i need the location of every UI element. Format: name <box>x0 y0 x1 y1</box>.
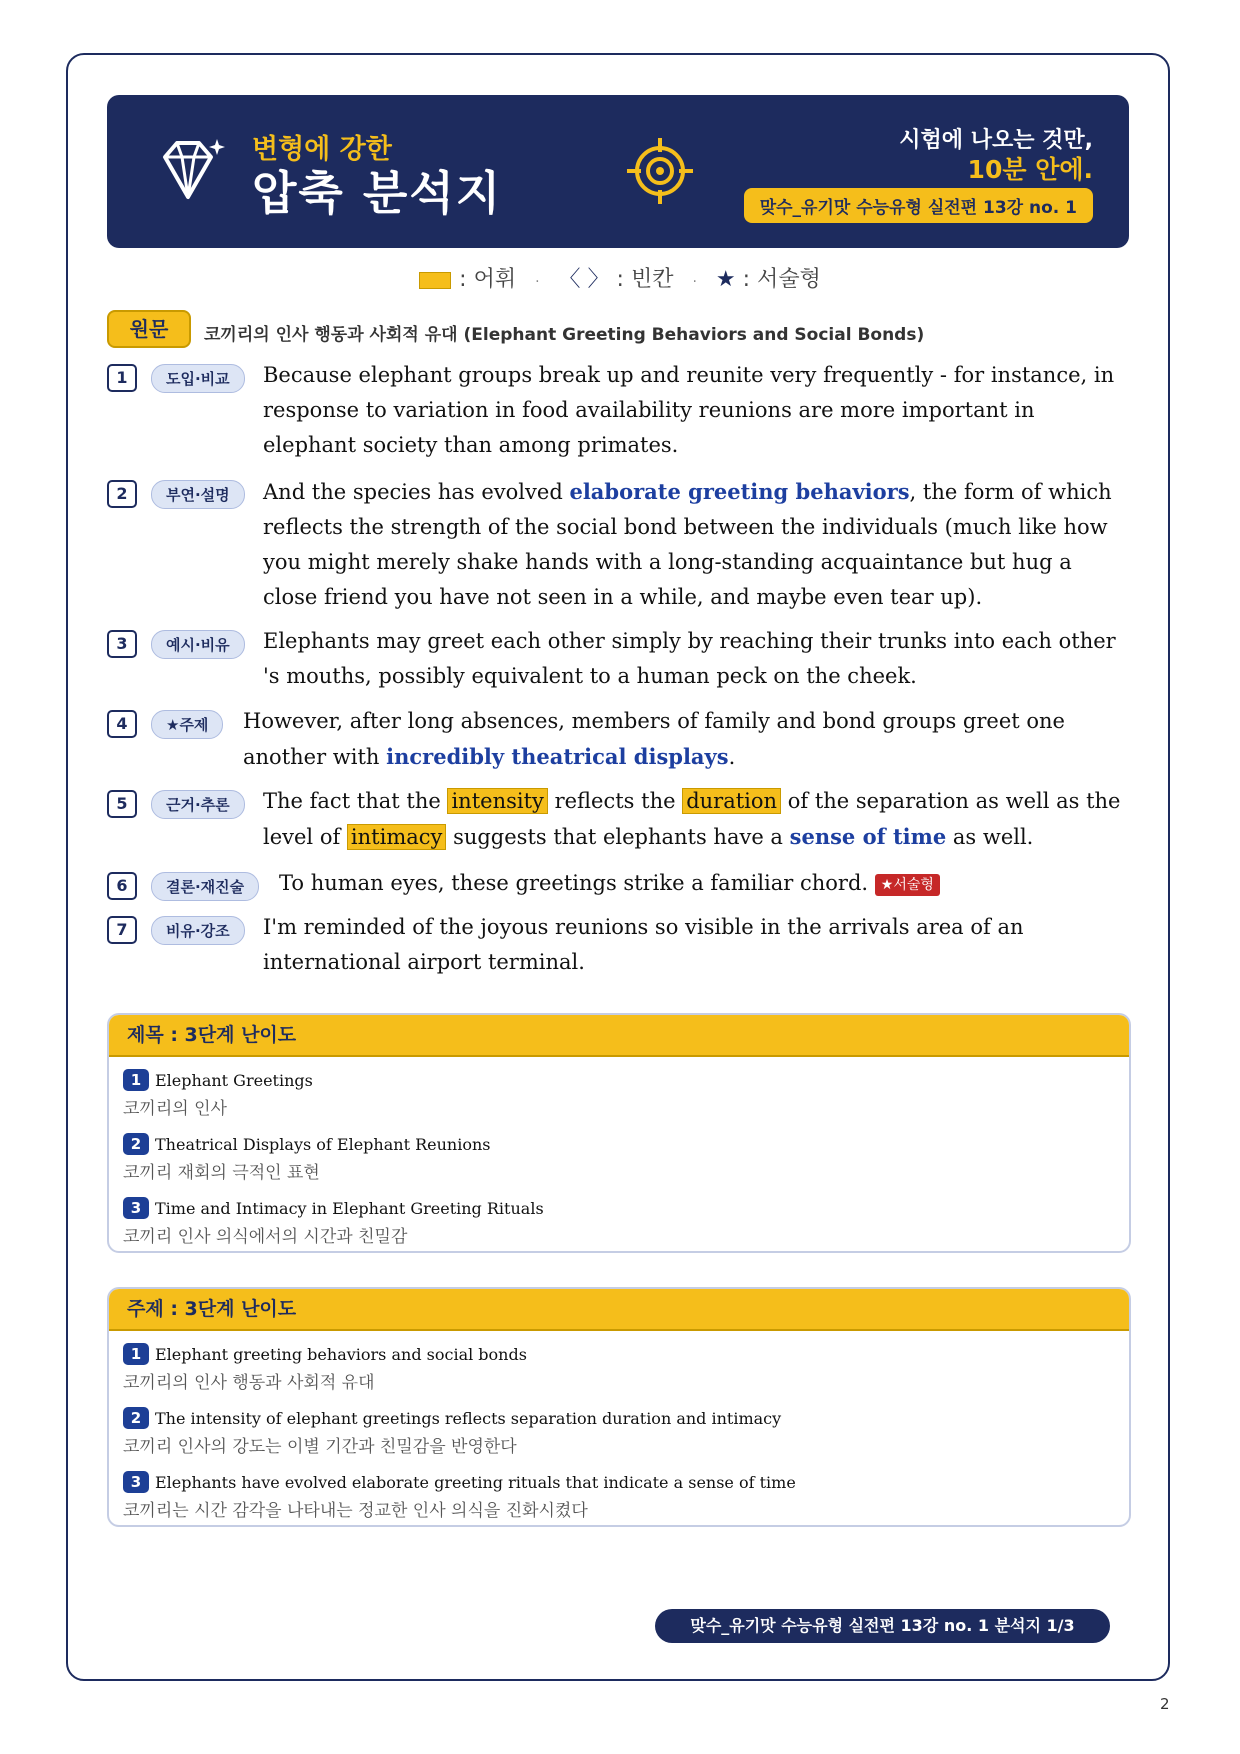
theme-option <box>109 1343 1129 1393</box>
sentence-3 <box>107 630 1132 694</box>
series-badge: 맞수_유기맛 수능유형 실전편 13강 no. 1 <box>744 188 1093 223</box>
option-english: Time and Intimacy in Elephant Greeting Rituals <box>155 1198 544 1218</box>
essay-tag: ★서술형 <box>875 874 940 896</box>
blank-phrase: incredibly theatrical displays <box>386 744 729 769</box>
legend-blank: : 빈칸 <box>616 267 674 292</box>
theme-panel <box>107 1287 1131 1527</box>
sentence-role-badge: 결론·재진술 <box>151 872 259 901</box>
page-number: 2 <box>1160 1695 1170 1713</box>
title-panel <box>107 1013 1131 1253</box>
sentence-number: 2 <box>107 480 137 508</box>
sentence-number: 6 <box>107 872 137 900</box>
sentence-text: To human eyes, these greetings strike a familiar chord. ★서술형 <box>107 866 1132 901</box>
vocab-swatch-icon <box>419 272 451 289</box>
option-number: 2 <box>123 1407 149 1429</box>
sentence-number: 7 <box>107 916 137 944</box>
title-panel-heading: 제목 : 3단계 난이도 <box>109 1015 1129 1057</box>
option-korean: 코끼리의 인사 <box>123 1099 227 1119</box>
sentence-number: 4 <box>107 710 137 738</box>
option-number: 3 <box>123 1471 149 1493</box>
sentence-text: The fact that the intensity reflects the duration of the separation as well as the level of intimacy suggests that elephants have a sense of time as well. <box>263 789 1121 849</box>
sentence-5 <box>107 790 1132 855</box>
sentence-text: Elephants may greet each other simply by reaching their trunks into each other 's mouths, possibly equivalent to a human peck on the cheek. <box>263 629 1116 688</box>
sentence-role-badge: 예시·비유 <box>151 630 245 659</box>
sentence-number: 5 <box>107 790 137 818</box>
star-icon: ★ <box>715 267 736 292</box>
header-tagline-highlight: 10분 안에. <box>967 155 1093 184</box>
sentence-2 <box>107 480 1132 615</box>
legend-vocab: : 어휘 <box>459 267 517 292</box>
legend-separator: · <box>692 274 697 290</box>
option-english: Theatrical Displays of Elephant Reunions <box>155 1134 491 1154</box>
option-korean: 코끼리는 시간 감각을 나타내는 정교한 인사 의식을 진화시켰다 <box>123 1501 588 1521</box>
sentence-role-badge: 비유·강조 <box>151 916 245 945</box>
sentence-text: And the species has evolved elaborate greeting behaviors, the form of which reflects the strength of the social bond between the individuals (much like how you might merely shake hands with a long-standing acquaintance but hug a close friend you have not seen in a while, and maybe even tear up). <box>263 479 1112 609</box>
option-number: 1 <box>123 1343 149 1365</box>
sentence-role-badge: 도입·비교 <box>151 364 245 393</box>
vocab-highlight: intimacy <box>347 824 446 850</box>
legend-blank-symbol: 〈 〉 <box>558 267 610 292</box>
option-korean: 코끼리의 인사 행동과 사회적 유대 <box>123 1373 375 1393</box>
option-korean: 코끼리 인사의 강도는 이별 기간과 친밀감을 반영한다 <box>123 1437 517 1457</box>
option-english: The intensity of elephant greetings reflects separation duration and intimacy <box>155 1408 782 1428</box>
sentence-number: 1 <box>107 364 137 392</box>
option-english: Elephant greeting behaviors and social bonds <box>155 1344 527 1364</box>
blank-phrase: sense of time <box>789 824 947 849</box>
option-english: Elephant Greetings <box>155 1070 313 1090</box>
footer-label: 맞수_유기맛 수능유형 실전편 13강 no. 1 분석지 1/3 <box>655 1609 1110 1643</box>
legend <box>0 262 1240 293</box>
vocab-highlight: duration <box>682 788 781 814</box>
header-title: 압축 분석지 <box>252 166 503 220</box>
sentence-text: I'm reminded of the joyous reunions so visible in the arrivals area of an international airport terminal. <box>263 915 1024 974</box>
sentence-7 <box>107 916 1132 980</box>
header-banner <box>107 95 1129 248</box>
target-icon <box>627 138 693 204</box>
sentence-text: Because elephant groups break up and reunite very frequently - for instance, in response to variation in food availability reunions are more important in elephant society than among primates. <box>263 363 1115 457</box>
sentence-6 <box>107 872 1132 901</box>
title-option <box>109 1133 1129 1183</box>
vocab-highlight: intensity <box>447 788 547 814</box>
sentence-role-badge: 근거·추론 <box>151 790 245 819</box>
diamond-icon <box>155 135 225 205</box>
option-korean: 코끼리 재회의 극적인 표현 <box>123 1163 320 1183</box>
sentence-1 <box>107 364 1132 463</box>
original-badge: 원문 <box>107 310 191 348</box>
sentence-text: However, after long absences, members of family and bond groups greet one another with incredibly theatrical displays. <box>243 709 1065 769</box>
legend-separator: · <box>535 274 540 290</box>
original-title: 코끼리의 인사 행동과 사회적 유대 (Elephant Greeting Behaviors and Social Bonds) <box>204 325 925 345</box>
header-subtitle: 변형에 강한 <box>252 134 392 165</box>
blank-phrase: elaborate greeting behaviors <box>569 479 910 504</box>
sentence-role-badge: ★주제 <box>151 710 223 739</box>
theme-option <box>109 1407 1129 1457</box>
title-option <box>109 1197 1129 1247</box>
theme-option <box>109 1471 1129 1521</box>
option-english: Elephants have evolved elaborate greeting rituals that indicate a sense of time <box>155 1472 796 1492</box>
theme-panel-heading: 주제 : 3단계 난이도 <box>109 1289 1129 1331</box>
option-number: 3 <box>123 1197 149 1219</box>
option-korean: 코끼리 인사 의식에서의 시간과 친밀감 <box>123 1227 408 1247</box>
option-number: 1 <box>123 1069 149 1091</box>
header-tagline: 시험에 나오는 것만, <box>899 128 1093 153</box>
legend-essay: : 서술형 <box>742 267 821 292</box>
sentence-4 <box>107 710 1132 775</box>
title-option <box>109 1069 1129 1119</box>
sentence-role-badge: 부연·설명 <box>151 480 245 509</box>
sentence-number: 3 <box>107 630 137 658</box>
option-number: 2 <box>123 1133 149 1155</box>
